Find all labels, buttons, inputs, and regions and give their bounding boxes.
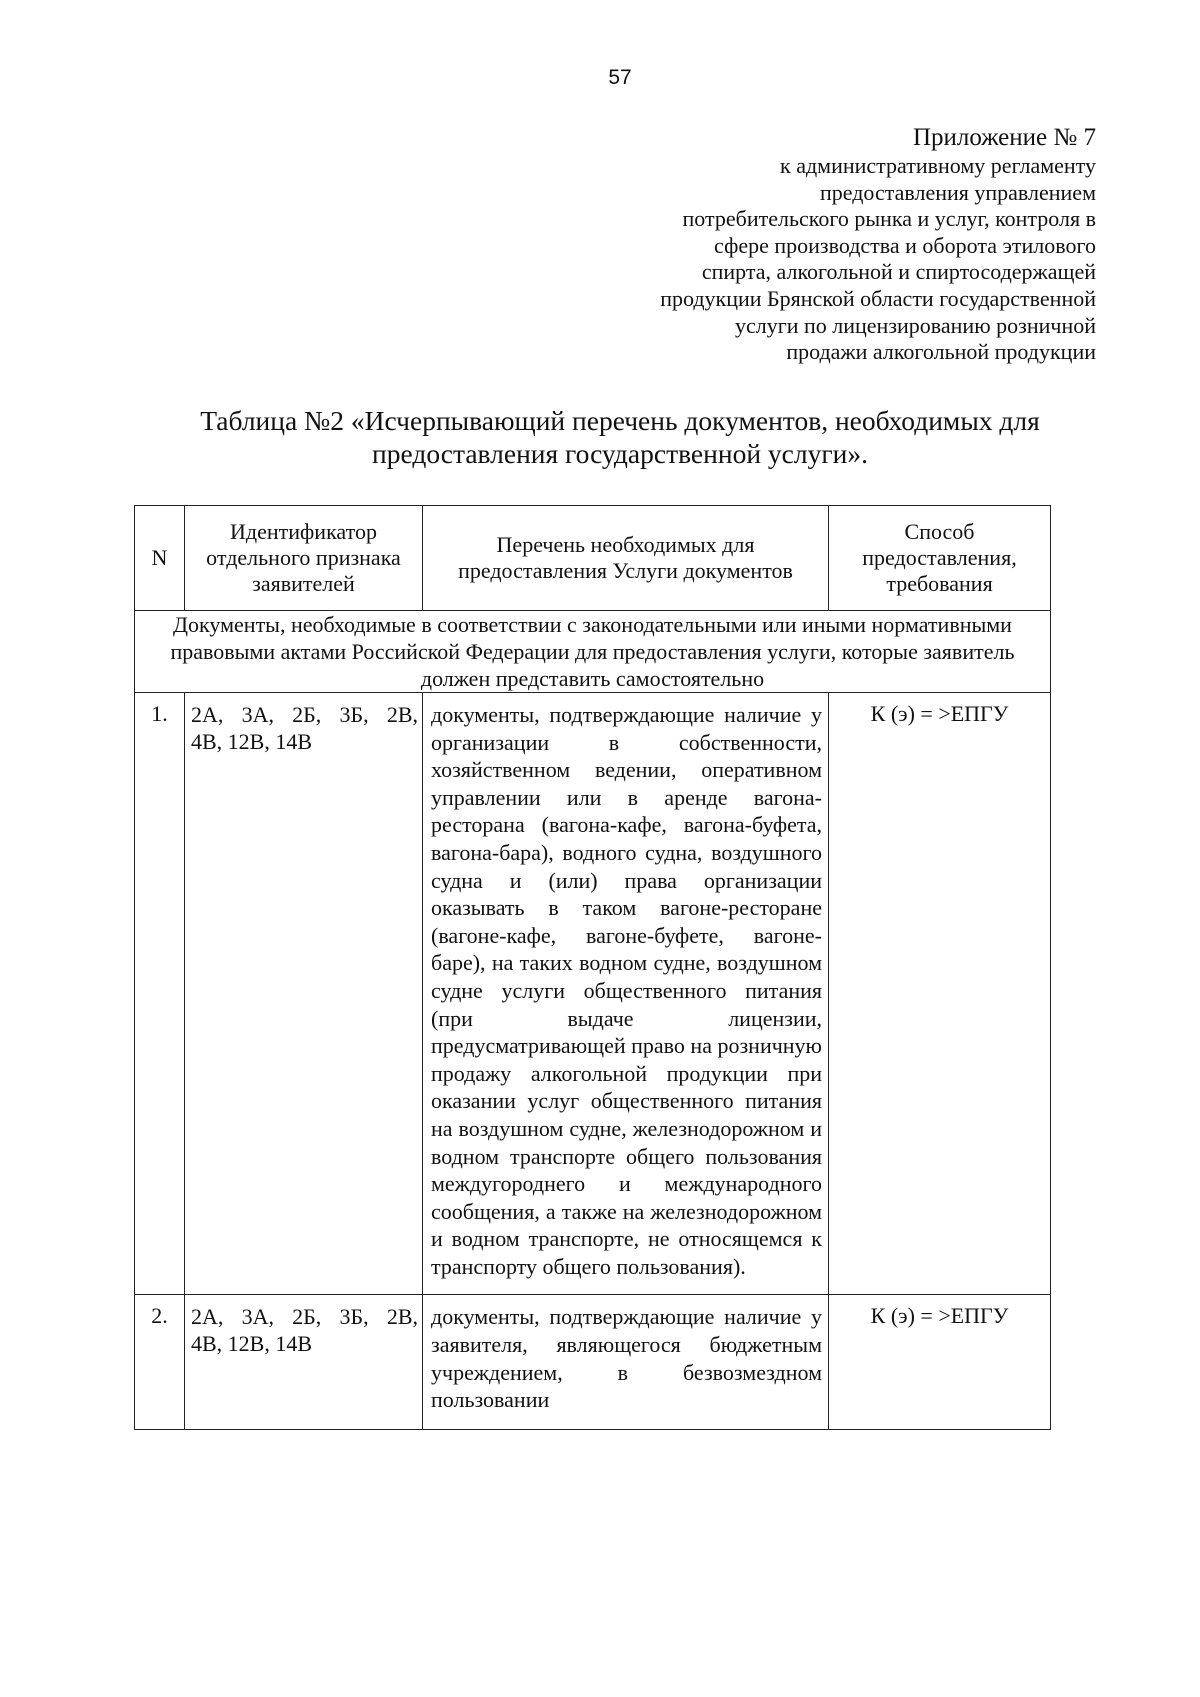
annex-line: продажи алкогольной продукции — [786, 339, 1096, 365]
row-identifier — [185, 693, 423, 1295]
annex-line: потребительского рынка и услуг, контроля в — [682, 206, 1096, 232]
row-documents: документы, подтверждающие наличие у организации в собственности, хозяйственном ведении, оперативном управлении или в аренде вагона-ресторана (вагона-кафе, вагона-буфета, вагона-бара), водного судна, воздушного судна и (или) права организации оказывать в таком вагоне-ресторане (вагоне-кафе, вагоне-буфете, вагоне-баре), на таких водном судне, воздушном судне услуги общественного питания (при выдаче лицензии, предусматривающей право на розничную продажу алкогольной продукции при оказании услуг общественного питания на воздушном судне, железнодорожном и водном транспорте общего пользования междугороднего и международного сообщения, а также на железнодорожном и водном транспорте, не относящемся к транспорту общего пользования). — [423, 693, 829, 1295]
annex-line: Приложение № 7 — [912, 124, 1096, 151]
row-method: К (э) = >ЕПГУ — [829, 1295, 1051, 1430]
documents-table — [134, 505, 1051, 1430]
row-number: 1. — [135, 693, 185, 1295]
header-method: Способ предоставления, требования — [829, 506, 1051, 611]
header-documents: Перечень необходимых для предоставления Услуги документов — [423, 506, 829, 611]
row-identifier — [185, 1295, 423, 1430]
header-number: N — [135, 506, 185, 611]
identifier-line: 2А, 3А, 2Б, 3Б, 2В, — [191, 1304, 418, 1330]
annex-line: услуги по лицензированию розничной — [734, 312, 1096, 338]
page-number: 57 — [608, 66, 632, 89]
table-section-row — [135, 611, 1051, 693]
annex-line: спирта, алкогольной и спиртосодержащей — [701, 259, 1096, 285]
annex-line: к административному регламенту — [780, 153, 1096, 178]
identifier-line: 4В, 12В, 14В — [191, 1331, 313, 1357]
identifier-line: 4В, 12В, 14В — [191, 729, 313, 754]
section-title: Документы, необходимые в соответствии с законодательными или иными нормативными правовыми актами Российской Федерации для предоставления услуги, которые заявитель должен представить самостоятельно — [135, 611, 1051, 693]
table-header-row — [135, 506, 1051, 611]
table-title: Таблица №2 «Исчерпывающий перечень документов, необходимых для предоставления государственной услуги». — [200, 405, 1040, 469]
identifier-line: 2А, 3А, 2Б, 3Б, 2В, — [191, 702, 418, 727]
annex-line: сфере производства и оборота этилового — [714, 232, 1096, 258]
row-number: 2. — [135, 1295, 185, 1430]
annex-line: предоставления управлением — [819, 179, 1096, 205]
table-row — [135, 1295, 1051, 1430]
annex-header — [536, 124, 1096, 366]
row-method: К (э) = >ЕПГУ — [829, 693, 1051, 1295]
annex-line: продукции Брянской области государственной — [660, 285, 1096, 311]
row-documents: документы, подтверждающие наличие у заявителя, являющегося бюджетным учреждением, в безвозмездном пользовании — [423, 1295, 829, 1430]
table-row — [135, 693, 1051, 1295]
header-identifier: Идентификатор отдельного признака заявителей — [185, 506, 423, 611]
